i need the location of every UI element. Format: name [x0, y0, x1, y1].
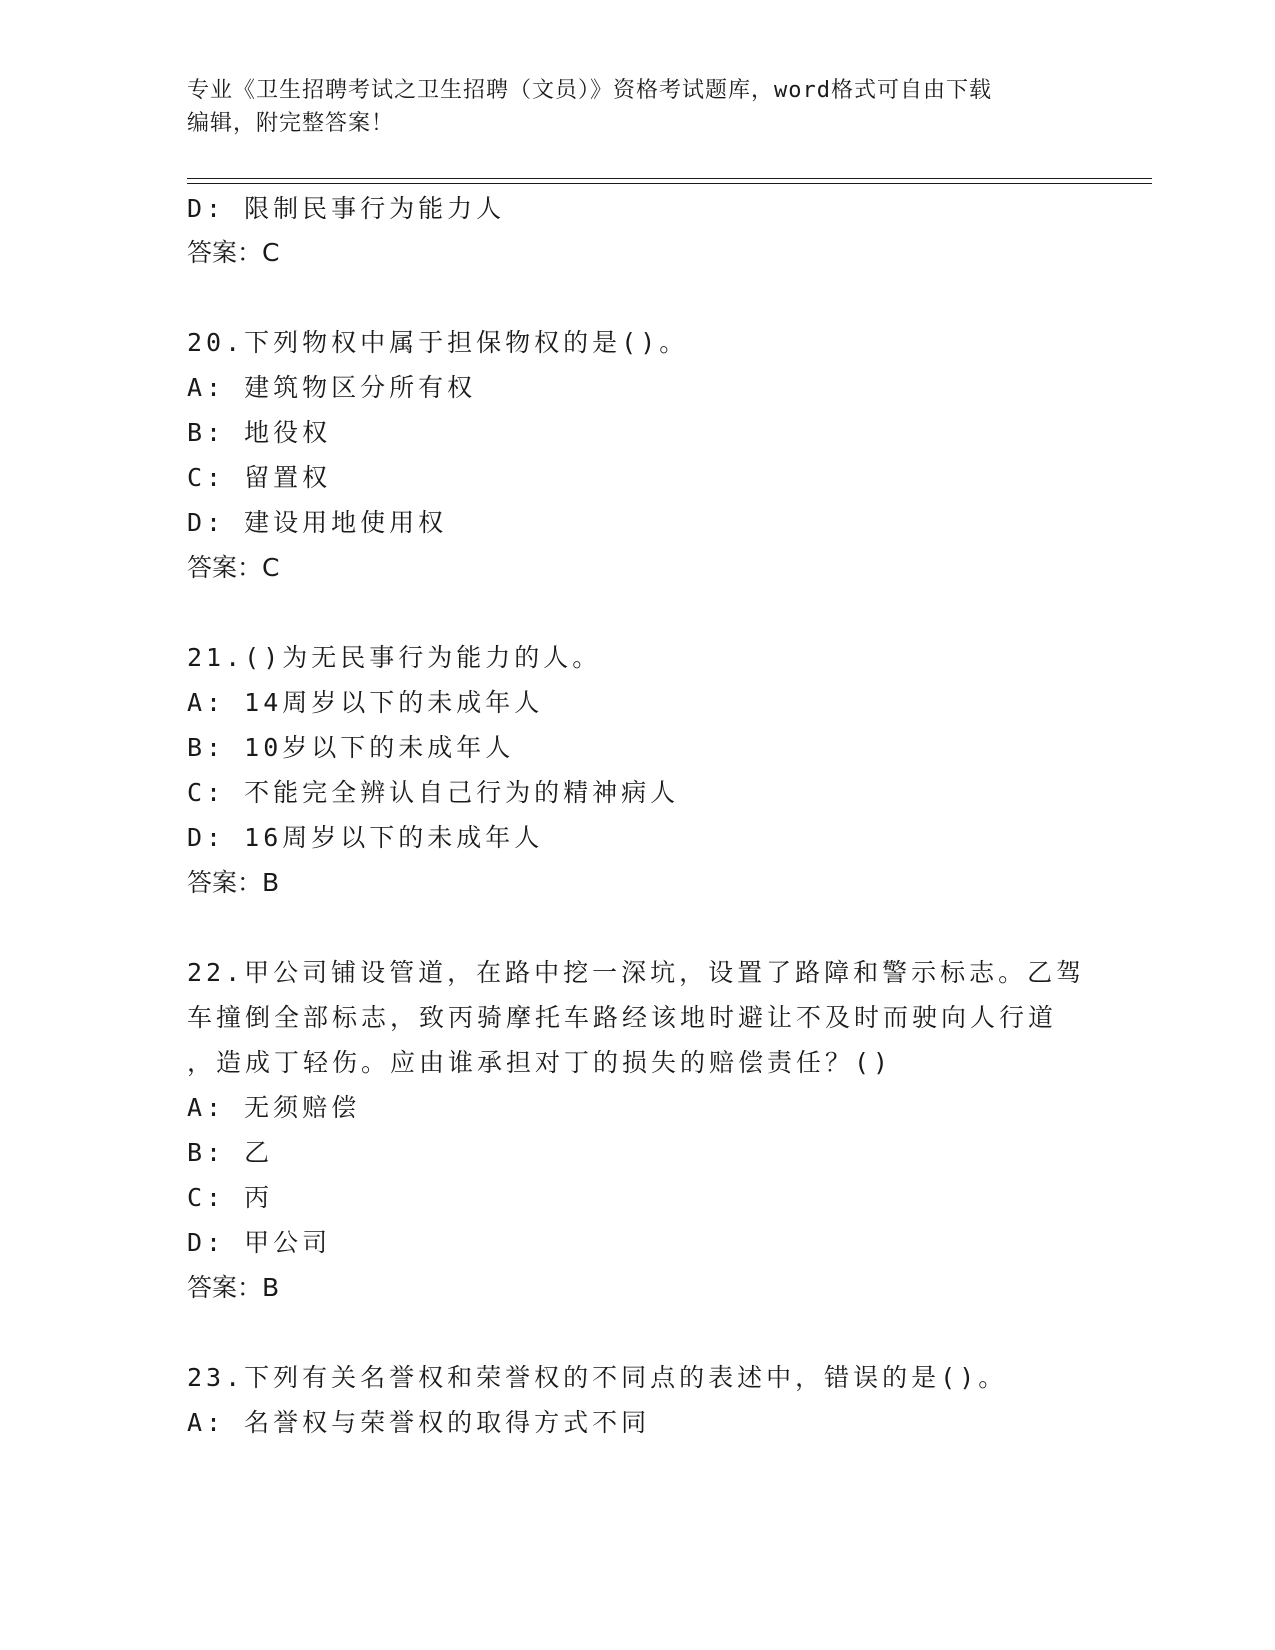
q20-option-b: B: 地役权: [187, 418, 332, 447]
header-divider-top: [187, 178, 1152, 179]
prev-answer: 答案：C: [187, 238, 280, 267]
q21-answer: 答案：B: [187, 868, 280, 897]
q20-option-d: D: 建设用地使用权: [187, 508, 448, 537]
q22-option-d: D: 甲公司: [187, 1228, 332, 1257]
q21-option-c: C: 不能完全辨认自己行为的精神病人: [187, 778, 680, 807]
prev-option-d: D: 限制民事行为能力人: [187, 194, 506, 223]
header-line-1: 专业《卫生招聘考试之卫生招聘（文员）》资格考试题库，word格式可自由下载: [187, 78, 992, 103]
q22-option-c: C: 丙: [187, 1183, 274, 1212]
document-header: [187, 74, 1067, 140]
q21-option-d: D: 16周岁以下的未成年人: [187, 823, 544, 852]
q20-answer: 答案：C: [187, 553, 280, 582]
q21-stem: 21.()为无民事行为能力的人。: [187, 643, 602, 672]
q22-option-b: B: 乙: [187, 1138, 274, 1167]
q22-stem-line-2: 车撞倒全部标志，致丙骑摩托车路经该地时避让不及时而驶向人行道: [187, 1003, 1058, 1032]
q20-option-c: C: 留置权: [187, 463, 332, 492]
q23-option-a: A: 名誉权与荣誉权的取得方式不同: [187, 1408, 651, 1437]
header-divider-bottom: [187, 183, 1152, 184]
q21-option-b: B: 10岁以下的未成年人: [187, 733, 515, 762]
q22-stem-line-1: 22.甲公司铺设管道，在路中挖一深坑，设置了路障和警示标志。乙驾: [187, 958, 1086, 987]
q23-stem: 23.下列有关名誉权和荣誉权的不同点的表述中，错误的是()。: [187, 1363, 1008, 1392]
header-line-2: 编辑，附完整答案！: [187, 111, 395, 136]
q22-answer: 答案：B: [187, 1273, 280, 1302]
q21-option-a: A: 14周岁以下的未成年人: [187, 688, 544, 717]
q20-option-a: A: 建筑物区分所有权: [187, 373, 477, 402]
q20-stem: 20.下列物权中属于担保物权的是()。: [187, 328, 689, 357]
q22-stem-line-3: ，造成丁轻伤。应由谁承担对丁的损失的赔偿责任？(): [187, 1048, 893, 1077]
q22-option-a: A: 无须赔偿: [187, 1093, 361, 1122]
